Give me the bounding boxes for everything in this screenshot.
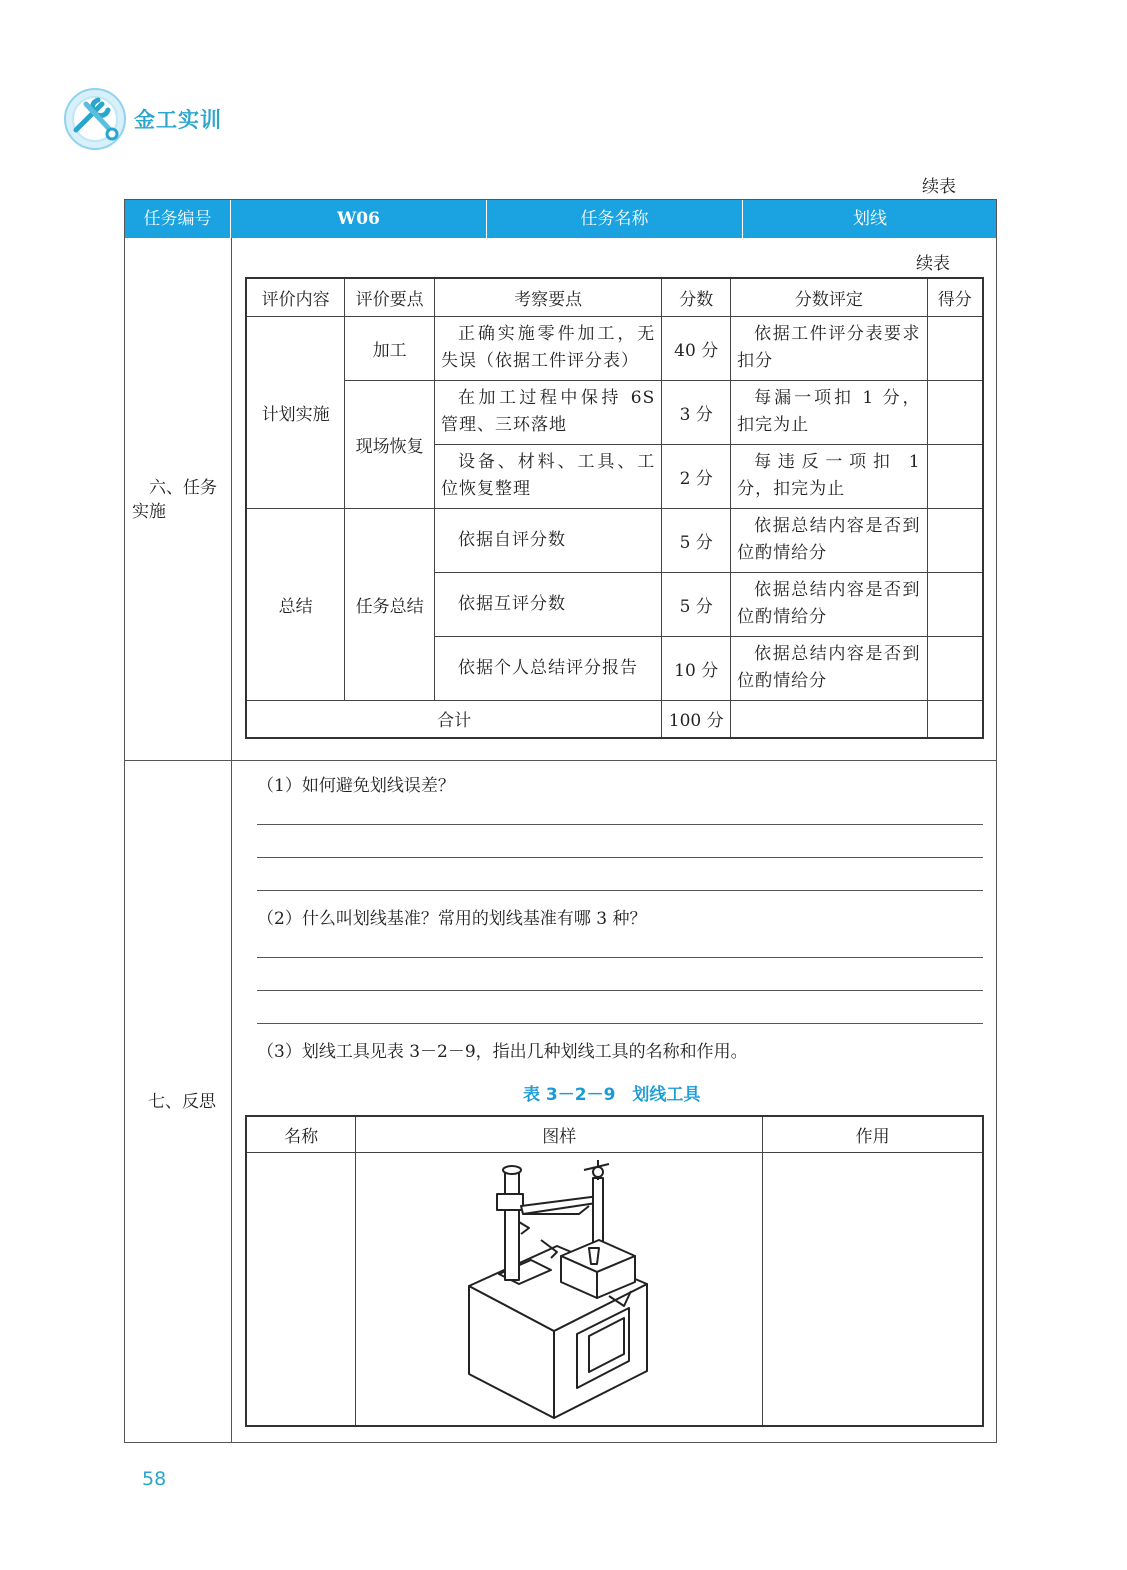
point-cell: 现场恢复 xyxy=(345,380,435,508)
col-header: 作用 xyxy=(763,1116,983,1152)
content-cell: 计划实施 xyxy=(246,316,345,508)
score-cell: 5 分 xyxy=(662,508,731,572)
rule-cell: 每违反一项扣 1 分，扣完为止 xyxy=(731,444,927,508)
col-header: 分数 xyxy=(662,278,731,316)
task-name-value: 划线 xyxy=(853,209,887,229)
rule-cell: 依据总结内容是否到位酌情给分 xyxy=(731,508,927,572)
table-row xyxy=(246,316,983,380)
task-number-label: 任务编号 xyxy=(125,200,231,238)
table-row xyxy=(246,380,983,444)
tool-usage-cell[interactable] xyxy=(763,1152,983,1426)
task-header-row xyxy=(125,200,996,238)
col-header: 评价要点 xyxy=(345,278,435,316)
check-cell: 正确实施零件加工，无失误（依据工件评分表） xyxy=(434,316,661,380)
rule-cell: 依据总结内容是否到位酌情给分 xyxy=(731,572,927,636)
point-cell: 加工 xyxy=(345,316,435,380)
answer-line[interactable] xyxy=(257,957,983,958)
section-6-label: 六、任务实施 xyxy=(132,478,217,522)
page-number: 58 xyxy=(142,1468,167,1490)
check-cell: 依据互评分数 xyxy=(434,572,661,636)
total-label: 合计 xyxy=(246,700,662,738)
col-header: 图样 xyxy=(356,1116,763,1152)
score-cell: 2 分 xyxy=(662,444,731,508)
col-header: 得分 xyxy=(927,278,983,316)
continued-label: 续表 xyxy=(922,177,956,197)
check-cell: 设备、材料、工具、工位恢复整理 xyxy=(434,444,661,508)
check-cell: 依据自评分数 xyxy=(434,508,661,572)
total-row xyxy=(246,700,983,738)
total-score: 100 分 xyxy=(662,700,731,738)
check-cell: 依据个人总结评分报告 xyxy=(434,636,661,700)
result-cell[interactable] xyxy=(927,636,983,700)
result-cell[interactable] xyxy=(927,316,983,380)
answer-line[interactable] xyxy=(257,824,983,825)
point-cell: 任务总结 xyxy=(345,508,435,700)
score-cell: 40 分 xyxy=(662,316,731,380)
score-cell: 10 分 xyxy=(662,636,731,700)
section-7-label: 七、反思 xyxy=(148,1092,216,1112)
table-caption: 表 3－2－9 划线工具 xyxy=(523,1085,701,1105)
total-result-cell[interactable] xyxy=(927,700,983,738)
question-2: （2）什么叫划线基准？常用的划线基准有哪 3 种？ xyxy=(257,909,647,929)
question-3: （3）划线工具见表 3－2－9，指出几种划线工具的名称和作用。 xyxy=(257,1042,748,1062)
wrench-tools-icon xyxy=(62,86,132,152)
table-row xyxy=(246,508,983,572)
col-header: 名称 xyxy=(246,1116,356,1152)
answer-line[interactable] xyxy=(257,990,983,991)
col-header: 分数评定 xyxy=(731,278,927,316)
col-header: 考察要点 xyxy=(434,278,661,316)
rule-cell: 依据工件评分表要求扣分 xyxy=(731,316,927,380)
check-cell: 在加工过程中保持 6S 管理、三环落地 xyxy=(434,380,661,444)
task-number-value: W06 xyxy=(231,200,487,238)
result-cell[interactable] xyxy=(927,444,983,508)
answer-line[interactable] xyxy=(257,890,983,891)
surface-gauge-drawing xyxy=(459,1156,659,1422)
tool-name-cell[interactable] xyxy=(246,1152,356,1426)
answer-line[interactable] xyxy=(257,857,983,858)
score-cell: 3 分 xyxy=(662,380,731,444)
result-cell[interactable] xyxy=(927,508,983,572)
rule-cell: 每漏一项扣 1 分，扣完为止 xyxy=(731,380,927,444)
tool-figure-cell xyxy=(356,1152,763,1426)
task-name-label: 任务名称 xyxy=(487,200,743,238)
question-1: （1）如何避免划线误差？ xyxy=(257,776,455,796)
tools-table xyxy=(245,1115,984,1427)
continued-label-inner: 续表 xyxy=(916,254,950,274)
book-title: 金工实训 xyxy=(134,108,222,132)
rule-cell: 依据总结内容是否到位酌情给分 xyxy=(731,636,927,700)
total-rule-cell[interactable] xyxy=(731,700,927,738)
result-cell[interactable] xyxy=(927,380,983,444)
result-cell[interactable] xyxy=(927,572,983,636)
evaluation-table xyxy=(245,277,984,739)
col-header: 评价内容 xyxy=(246,278,345,316)
answer-line[interactable] xyxy=(257,1023,983,1024)
content-cell: 总结 xyxy=(246,508,345,700)
score-cell: 5 分 xyxy=(662,572,731,636)
